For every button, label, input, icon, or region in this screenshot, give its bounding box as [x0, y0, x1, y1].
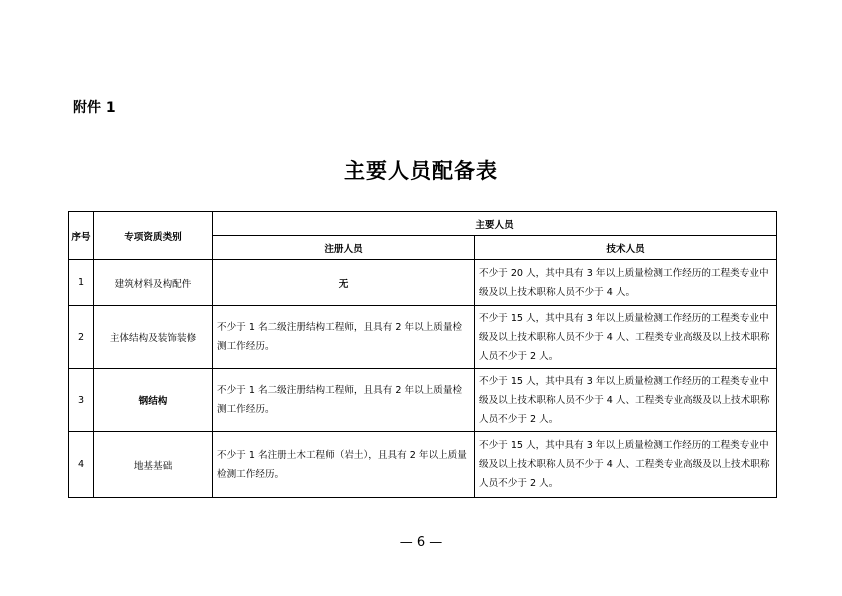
header-technical: 技术人员 [475, 236, 777, 260]
header-registered: 注册人员 [213, 236, 475, 260]
row-category: 建筑材料及构配件 [94, 260, 213, 306]
row-registered: 不少于 1 名注册土木工程师（岩土），且具有 2 年以上质量检测工作经历。 [213, 432, 475, 498]
row-category: 地基基础 [94, 432, 213, 498]
row-registered: 不少于 1 名二级注册结构工程师，且具有 2 年以上质量检测工作经历。 [213, 369, 475, 432]
header-seq: 序号 [69, 212, 94, 260]
row-registered: 不少于 1 名二级注册结构工程师，且具有 2 年以上质量检测工作经历。 [213, 306, 475, 369]
row-category: 主体结构及装饰装修 [94, 306, 213, 369]
table-row [69, 432, 777, 498]
personnel-table [68, 211, 777, 498]
row-seq: 2 [69, 306, 94, 369]
table-row [69, 260, 777, 306]
row-category: 钢结构 [94, 369, 213, 432]
document-title: 主要人员配备表 [344, 159, 498, 183]
row-technical: 不少于 15 人，其中具有 3 年以上质量检测工作经历的工程类专业中级及以上技术职称人员不少于 4 人、工程类专业高级及以上技术职称人员不少于 2 人。 [475, 432, 777, 498]
table-row [69, 306, 777, 369]
header-category: 专项资质类别 [94, 212, 213, 260]
row-registered: 无 [213, 260, 475, 306]
row-seq: 3 [69, 369, 94, 432]
row-technical: 不少于 20 人，其中具有 3 年以上质量检测工作经历的工程类专业中级及以上技术职称人员不少于 4 人。 [475, 260, 777, 306]
row-technical: 不少于 15 人，其中具有 3 年以上质量检测工作经历的工程类专业中级及以上技术职称人员不少于 4 人、工程类专业高级及以上技术职称人员不少于 2 人。 [475, 306, 777, 369]
header-main-personnel: 主要人员 [213, 212, 777, 236]
row-seq: 4 [69, 432, 94, 498]
row-seq: 1 [69, 260, 94, 306]
table-row [69, 369, 777, 432]
attachment-label: 附件 1 [73, 100, 116, 116]
row-technical: 不少于 15 人，其中具有 3 年以上质量检测工作经历的工程类专业中级及以上技术职称人员不少于 4 人、工程类专业高级及以上技术职称人员不少于 2 人。 [475, 369, 777, 432]
page-number: — 6 — [399, 535, 443, 550]
